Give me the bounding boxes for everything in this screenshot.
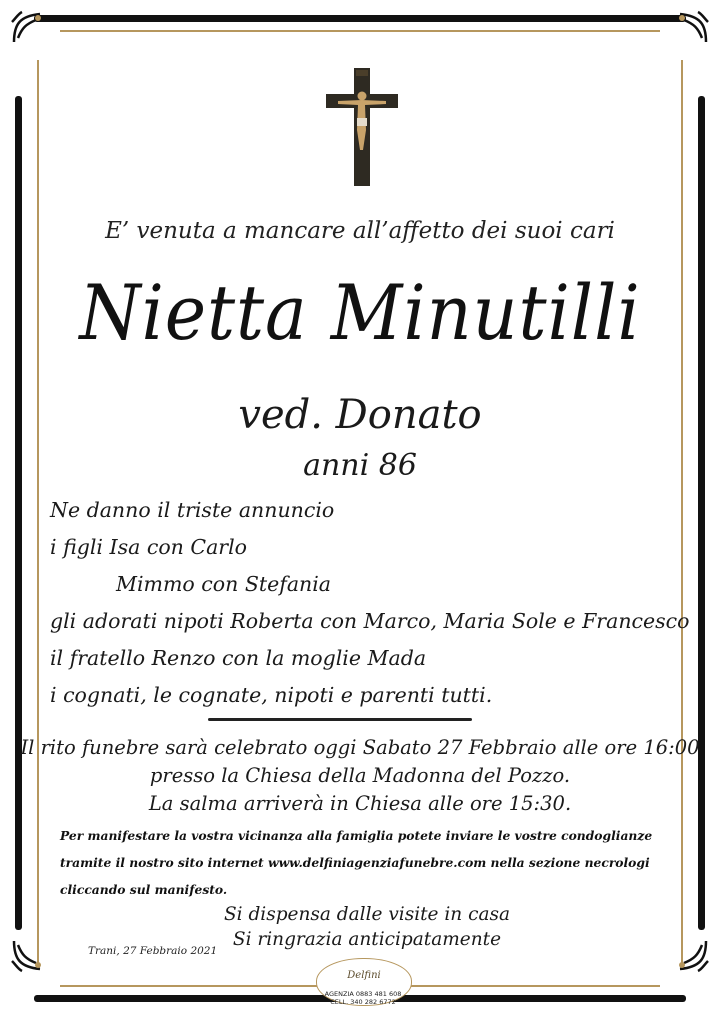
place-date: Trani, 27 Febbraio 2021 <box>88 945 218 957</box>
rites-line: presso la Chiesa della Madonna del Pozzo. <box>149 764 571 787</box>
agency-phone-mobile: CELL. 340 282 6772 <box>330 998 396 1006</box>
rites-line: La salma arriverà in Chiesa alle ore 15:30. <box>148 792 572 815</box>
intro-text: E’ venuta a mancare all’affetto dei suoi cari <box>105 218 615 244</box>
funeral-rites-info <box>0 734 720 818</box>
family-line: il fratello Renzo con la moglie Mada <box>50 646 427 670</box>
widow-of-text: ved. Donato <box>238 392 482 438</box>
divider <box>208 718 472 721</box>
family-line: i cognati, le cognate, nipoti e parenti tutti. <box>50 683 493 707</box>
family-announcement <box>50 494 690 716</box>
condolences-notice <box>60 822 680 903</box>
notice-line: Per manifestare la vostra vicinanza alla famiglia potete inviare le vostre condoglianze <box>60 828 653 843</box>
gold-inner-border-left <box>37 60 39 964</box>
closing-line: Si dispensa dalle visite in casa <box>223 904 511 925</box>
deceased-name: Nietta Minutilli <box>79 268 641 357</box>
corner-ornament-icon <box>672 8 712 48</box>
family-line: Ne danno il triste annuncio <box>50 498 335 522</box>
age-text: anni 86 <box>303 448 417 483</box>
family-line: gli adorati nipoti Roberta con Marco, Maria Sole e Francesco <box>50 609 690 633</box>
crucifix-icon <box>322 68 402 186</box>
frame-top-border <box>34 15 686 22</box>
closing-line: Si ringrazia anticipatamente <box>232 929 502 950</box>
agency-contacts <box>316 990 410 1006</box>
agency-phone-office: AGENZIA 0883 481 608 <box>324 990 402 998</box>
gold-inner-border-top <box>60 30 660 32</box>
agency-brand: Delfini <box>347 970 381 981</box>
rites-line: Il rito funebre sarà celebrato oggi Sabato 27 Febbraio alle ore 16:00 <box>20 736 700 759</box>
corner-ornament-icon <box>8 8 48 48</box>
notice-line: cliccando sul manifesto. <box>60 882 228 897</box>
family-line: Mimmo con Stefania <box>116 572 332 596</box>
family-line: i figli Isa con Carlo <box>50 535 248 559</box>
notice-line: tramite il nostro sito internet www.delfiniagenziafunebre.com nella sezione necrologi <box>60 855 650 870</box>
